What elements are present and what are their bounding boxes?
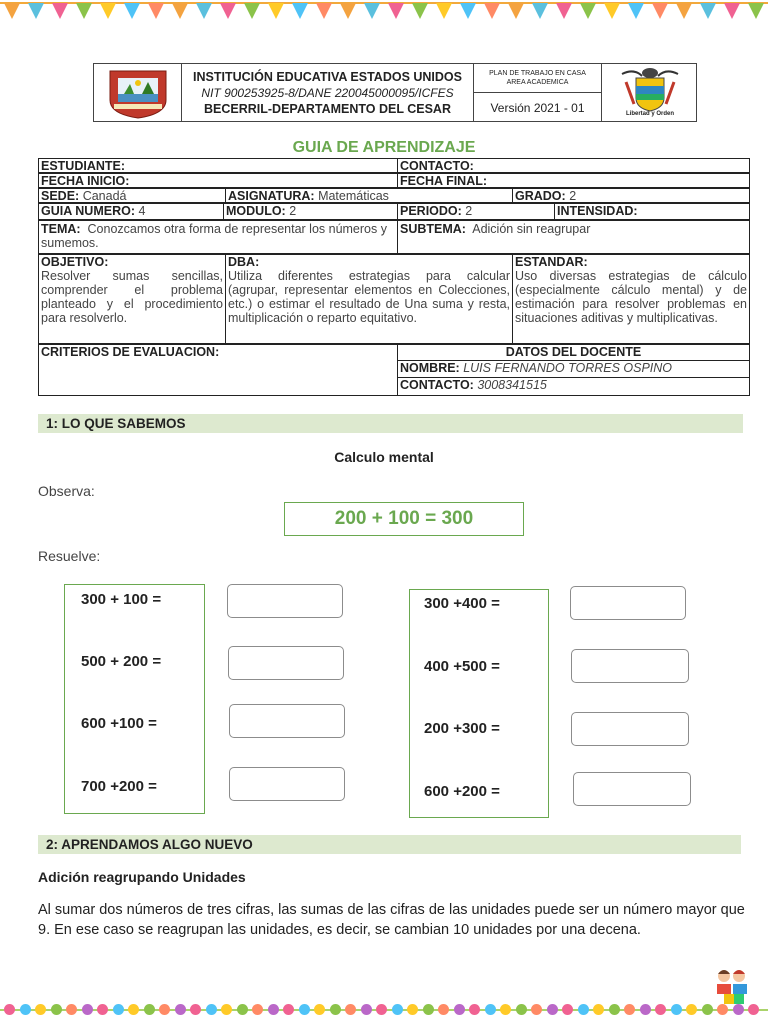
dba-label: DBA: — [228, 255, 260, 269]
bunting-decoration — [0, 0, 768, 22]
right-op-2: 400 +500 = — [424, 658, 500, 675]
document-header — [93, 63, 697, 122]
fecha-final-label: FECHA FINAL: — [400, 174, 488, 188]
left-op-3: 600 +100 = — [81, 715, 157, 732]
periodo-value: 2 — [465, 204, 473, 218]
modulo-label: MODULO: — [226, 204, 286, 218]
bunting-flag — [76, 3, 92, 19]
nombre-label: NOMBRE: — [400, 361, 460, 375]
bunting-flag — [388, 3, 404, 19]
example-equation: 200 + 100 = 300 — [284, 502, 524, 536]
datos-docente-label: DATOS DEL DOCENTE — [505, 345, 642, 359]
decor-dot — [314, 1004, 325, 1015]
estandar-label: ESTANDAR: — [515, 255, 588, 269]
adicion-reagrupando-heading: Adición reagrupando Unidades — [38, 869, 246, 885]
decor-dot — [454, 1004, 465, 1015]
bunting-flag — [148, 3, 164, 19]
decor-dot — [407, 1004, 418, 1015]
decor-dot — [252, 1004, 263, 1015]
decor-dot — [624, 1004, 635, 1015]
section-lo-que-sabemos: 1: LO QUE SABEMOS — [38, 414, 743, 433]
modulo-value: 2 — [289, 204, 297, 218]
bunting-flag — [220, 3, 236, 19]
decor-dot — [609, 1004, 620, 1015]
bunting-flag — [172, 3, 188, 19]
answer-box[interactable] — [573, 772, 691, 806]
decor-dot — [330, 1004, 341, 1015]
calculo-mental-heading: Calculo mental — [334, 449, 434, 465]
bunting-flag — [100, 3, 116, 19]
decor-dot — [438, 1004, 449, 1015]
tema-label: TEMA: — [41, 222, 81, 236]
bunting-flag — [508, 3, 524, 19]
institution-name: INSTITUCIÓN EDUCATIVA ESTADOS UNIDOS — [193, 70, 462, 84]
periodo-label: PERIODO: — [400, 204, 462, 218]
decor-dot — [237, 1004, 248, 1015]
decor-dot — [4, 1004, 15, 1015]
bunting-flag — [244, 3, 260, 19]
resuelve-label: Resuelve: — [38, 548, 101, 564]
explanation-paragraph: Al sumar dos números de tres cifras, las sumas de las cifras de las unidades puede ser un número mayor que 9. En ese caso se reagrupan las unidades, es decir, se cambian 10 unidades por una decena. — [38, 902, 745, 938]
bunting-flag — [436, 3, 452, 19]
sede-value: Canadá — [82, 189, 127, 203]
decor-dot — [717, 1004, 728, 1015]
decor-dot — [144, 1004, 155, 1015]
decor-dot — [733, 1004, 744, 1015]
kids-blocks-icon — [712, 966, 752, 1006]
answer-box[interactable] — [229, 767, 345, 801]
decor-dot — [159, 1004, 170, 1015]
guia-numero-value: 4 — [138, 204, 146, 218]
section-aprendamos-algo-nuevo: 2: APRENDAMOS ALGO NUEVO — [38, 835, 741, 854]
bunting-flag — [748, 3, 764, 19]
subtema-label: SUBTEMA: — [400, 222, 466, 236]
decor-dot — [702, 1004, 713, 1015]
institution-info — [182, 64, 474, 121]
objetivo-value: Resolver sumas sencillas, comprender el problema planteado y el procedimiento para resolverlo. — [41, 269, 223, 325]
decor-dot — [268, 1004, 279, 1015]
bunting-flag — [652, 3, 668, 19]
decor-dot — [299, 1004, 310, 1015]
decor-dot — [671, 1004, 682, 1015]
bunting-flag — [196, 3, 212, 19]
bunting-flag — [676, 3, 692, 19]
sede-label: SEDE: — [41, 189, 80, 203]
decor-dot — [128, 1004, 139, 1015]
coat-of-arms-caption: Libertad y Orden — [625, 111, 674, 117]
decor-dot — [82, 1004, 93, 1015]
bunting-flag — [364, 3, 380, 19]
plan-line-1: PLAN DE TRABAJO EN CASA — [489, 70, 586, 77]
criterios-label: CRITERIOS DE EVALUACION: — [41, 345, 220, 359]
bunting-flag — [52, 3, 68, 19]
bunting-flag — [484, 3, 500, 19]
objetivo-label: OBJETIVO: — [41, 255, 109, 269]
decor-dot — [376, 1004, 387, 1015]
decor-dot — [175, 1004, 186, 1015]
bunting-flag — [412, 3, 428, 19]
bunting-flag — [460, 3, 476, 19]
decor-dot — [516, 1004, 527, 1015]
decor-dot — [547, 1004, 558, 1015]
decor-dot — [66, 1004, 77, 1015]
decor-dot — [655, 1004, 666, 1015]
right-op-3: 200 +300 = — [424, 720, 500, 737]
left-op-1: 300 + 100 = — [81, 591, 162, 608]
school-logo-cell — [94, 64, 182, 121]
decor-dot — [578, 1004, 589, 1015]
asignatura-value: Matemáticas — [318, 189, 389, 203]
decor-dot — [283, 1004, 294, 1015]
answer-box[interactable] — [229, 704, 345, 738]
bunting-flag — [580, 3, 596, 19]
bunting-flag — [700, 3, 716, 19]
contacto-docente-label: CONTACTO: — [400, 378, 474, 392]
decor-dot — [748, 1004, 759, 1015]
grado-label: GRADO: — [515, 189, 566, 203]
decor-dot — [206, 1004, 217, 1015]
bunting-flag — [292, 3, 308, 19]
bunting-flag — [124, 3, 140, 19]
asignatura-label: ASIGNATURA: — [228, 189, 315, 203]
bunting-flag — [4, 3, 20, 19]
intensidad-label: INTENSIDAD: — [557, 204, 638, 218]
bunting-flag — [532, 3, 548, 19]
bunting-flag — [316, 3, 332, 19]
decor-dot — [97, 1004, 108, 1015]
decor-dot — [392, 1004, 403, 1015]
decor-dot — [485, 1004, 496, 1015]
decor-dot — [469, 1004, 480, 1015]
guia-numero-label: GUIA NUMERO: — [41, 204, 135, 218]
nombre-value: LUIS FERNANDO TORRES OSPINO — [463, 361, 673, 375]
answer-box[interactable] — [227, 584, 343, 618]
estudiante-label: ESTUDIANTE: — [41, 159, 126, 173]
decor-dot — [221, 1004, 232, 1015]
answer-box[interactable] — [571, 712, 689, 746]
bunting-flag — [556, 3, 572, 19]
observa-label: Observa: — [38, 483, 95, 499]
decor-dot — [593, 1004, 604, 1015]
subtema-value: Adición sin reagrupar — [472, 222, 591, 236]
bunting-flag — [268, 3, 284, 19]
dba-value: Utiliza diferentes estrategias para calcular (agrupar, representar elementos en Colecciones, etc.) o estimar el resultado de Una suma y resta, multiplicación o reparto equitativo. — [228, 269, 510, 325]
decor-dot — [640, 1004, 651, 1015]
estandar-value: Uso diversas estrategias de cálculo (especialmente cálculo mental) y de estimación para resolver problemas en situaciones aditivas y multiplicativas. — [515, 269, 747, 325]
decor-dot — [113, 1004, 124, 1015]
decor-dot — [531, 1004, 542, 1015]
bunting-flag — [724, 3, 740, 19]
decor-dot — [562, 1004, 573, 1015]
decor-dot — [35, 1004, 46, 1015]
decor-dot — [500, 1004, 511, 1015]
decor-dot — [423, 1004, 434, 1015]
decor-dot — [20, 1004, 31, 1015]
decor-dot — [361, 1004, 372, 1015]
version-label: Versión 2021 - 01 — [490, 101, 585, 115]
answer-box[interactable] — [228, 646, 344, 680]
grado-value: 2 — [569, 189, 577, 203]
coat-of-arms-cell — [602, 64, 698, 121]
bunting-flag — [628, 3, 644, 19]
bunting-flag — [28, 3, 44, 19]
answer-box[interactable] — [571, 649, 689, 683]
right-op-1: 300 +400 = — [424, 595, 500, 612]
tema-value: Conozcamos otra forma de representar los números y sumemos. — [41, 222, 387, 250]
decor-dot — [345, 1004, 356, 1015]
school-shield-logo — [94, 64, 182, 121]
institution-location: BECERRIL-DEPARTAMENTO DEL CESAR — [203, 102, 451, 116]
bunting-flag — [340, 3, 356, 19]
page-title: GUIA DE APRENDIZAJE — [292, 139, 476, 156]
dots-decoration — [0, 1002, 768, 1018]
bunting-flag — [604, 3, 620, 19]
decor-dot — [51, 1004, 62, 1015]
institution-nit: NIT 900253925-8/DANE 220045000095/ICFES — [201, 86, 454, 100]
decor-dot — [686, 1004, 697, 1015]
answer-box[interactable] — [570, 586, 686, 620]
decor-dot — [190, 1004, 201, 1015]
contacto-docente-value: 3008341515 — [477, 378, 547, 392]
plan-line-2: AREA ACADEMICA — [506, 79, 569, 86]
right-op-4: 600 +200 = — [424, 783, 500, 800]
fecha-inicio-label: FECHA INICIO: — [41, 174, 130, 188]
contacto-label: CONTACTO: — [400, 159, 474, 173]
left-op-2: 500 + 200 = — [81, 653, 162, 670]
left-op-4: 700 +200 = — [81, 778, 157, 795]
plan-cell — [474, 64, 602, 121]
